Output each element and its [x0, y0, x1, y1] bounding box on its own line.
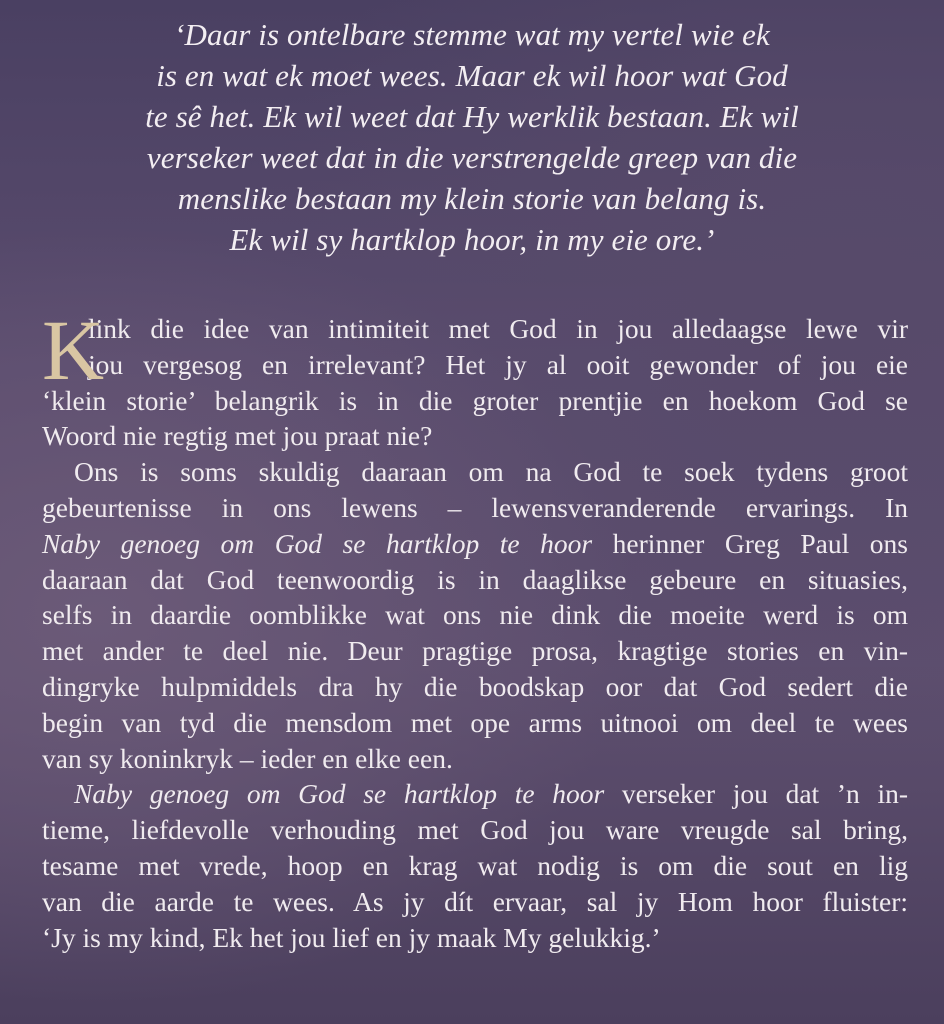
- text-line: Ons is soms skuldig daaraan om na God te soek tydens groot: [74, 456, 908, 488]
- text-line: begin van tyd die mensdom met ope arms uitnooi om deel te wees: [42, 706, 908, 738]
- quote-line: verseker weet dat in die verstrengelde greep van die: [146, 140, 798, 175]
- text-line: dingryke hulpmiddels dra hy die boodskap oor dat God sedert die: [42, 670, 908, 702]
- text-fragment: verseker jou dat ’n in-: [604, 778, 909, 810]
- book-title: Naby genoeg om God se hartklop te hoor: [74, 778, 605, 810]
- blurb-text: [42, 302, 909, 955]
- text-line: jou vergesog en irrelevant? Het jy al ooit gewonder of jou eie: [88, 348, 908, 380]
- text-line: tesame met vrede, hoop en krag wat nodig is om die sout en lig: [42, 849, 908, 881]
- text-line: selfs in daardie oomblikke wat ons nie dink die moeite werd is om: [42, 599, 908, 631]
- text-line: ‘klein storie’ belangrik is in die groter prentjie en hoekom God se: [42, 384, 908, 416]
- paragraph-2: [42, 454, 908, 776]
- text-fragment: herinner Greg Paul ons: [592, 527, 908, 559]
- text-line: van sy koninkryk – ieder en elke een.: [42, 742, 453, 774]
- book-title: Naby genoeg om God se hartklop te hoor: [42, 527, 593, 559]
- quote-line: ‘Daar is ontelbare stemme wat my vertel wie ek: [174, 17, 770, 52]
- text-line: tieme, liefdevolle verhouding met God jou ware vreugde sal bring,: [42, 814, 908, 846]
- quote-line: is en wat ek moet wees. Maar ek wil hoor wat God: [156, 58, 788, 93]
- text-line: link die idee van intimiteit met God in jou alledaagse lewe vir: [88, 313, 908, 344]
- text-line: [42, 526, 908, 562]
- text-line: met ander te deel nie. Deur pragtige prosa, kragtige stories en vin-: [42, 635, 908, 667]
- text-line: ‘Jy is my kind, Ek het jou lief en jy maak My gelukkig.’: [42, 921, 661, 953]
- text-line: [42, 776, 908, 812]
- text-line: van die aarde te wees. As jy dít ervaar, sal jy Hom hoor fluister:: [42, 885, 908, 917]
- text-line: daaraan dat God teenwoordig is in daaglikse gebeure en situasies,: [42, 563, 908, 595]
- drop-cap: K: [42, 302, 105, 398]
- paragraph-1: [42, 302, 908, 454]
- pull-quote: [60, 14, 884, 260]
- quote-line: menslike bestaan my klein storie van belang is.: [177, 181, 767, 216]
- text-line: Woord nie regtig met jou praat nie?: [42, 420, 433, 452]
- quote-line: Ek wil sy hartklop hoor, in my eie ore.’: [229, 222, 715, 257]
- quote-line: te sê het. Ek wil weet dat Hy werklik bestaan. Ek wil: [145, 99, 799, 134]
- paragraph-3: [42, 776, 908, 955]
- text-line: gebeurtenisse in ons lewens – lewensveranderende ervarings. In: [42, 491, 908, 523]
